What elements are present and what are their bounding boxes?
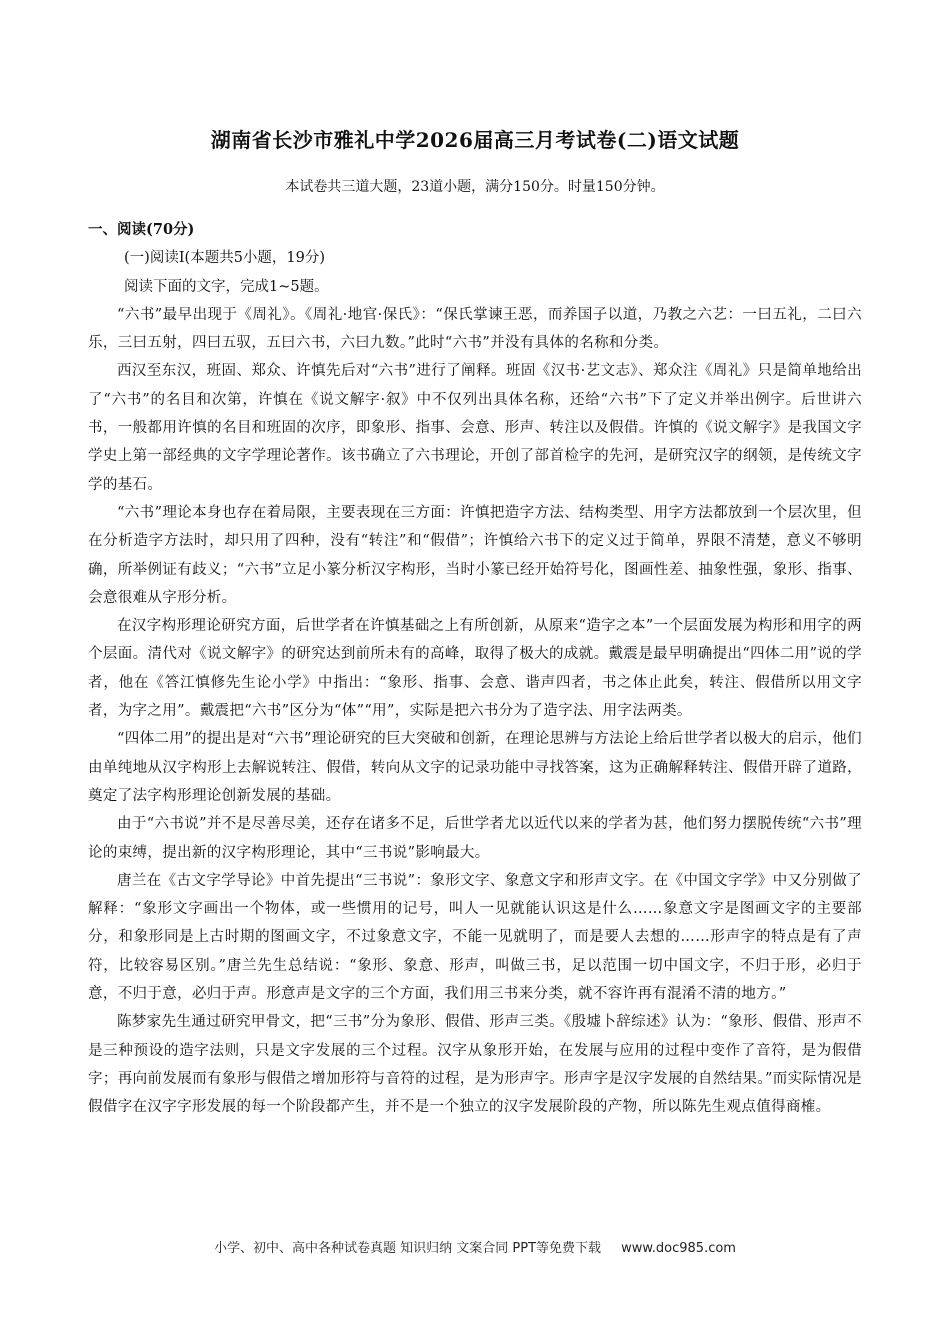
page-footer (0, 1237, 950, 1256)
passage-paragraph: 由于“六书说”并不是尽善尽美，还存在诸多不足，后世学者尤以近代以来的学者为甚，他们努力摆脱传统“六书”理论的束缚，提出新的汉字构形理论，其中“三书说”影响最大。 (88, 816, 862, 861)
section-heading: 一、阅读(70分) (88, 221, 195, 238)
passage-paragraph: 陈梦家先生通过研究甲骨文，把“三书”分为象形、假借、形声三类。《殷墟卜辞综述》认为：“象形、假借、形声不是三种预设的造字法则，只是文字发展的三个过程。汉字从象形开始，在发展与应用的过程中变作了音符，是为假借字；再向前发展而有象形与假借之增加形符与音符的过程，是为形声字。形声字是汉字发展的自然结果。”而实际情况是假借字在汉字字形发展的每一个阶段都产生，并不是一个独立的汉字发展阶段的产物，所以陈先生观点值得商榷。 (88, 1014, 862, 1116)
passage-paragraph: “四体二用”的提出是对“六书”理论研究的巨大突破和创新，在理论思辨与方法论上给后世学者以极大的启示，他们由单纯地从汉字构形上去解说转注、假借，转向从文字的记录功能中寻找答案，这为正确解释转注、假借开辟了道路，奠定了法字构形理论创新发展的基础。 (88, 731, 862, 804)
reading-instruction: 阅读下面的文字，完成1~5题。 (124, 278, 329, 295)
passage-paragraph: 西汉至东汉，班固、郑众、许慎先后对“六书”进行了阐释。班固《汉书·艺文志》、郑众注《周礼》只是简单地给出了“六书”的名目和次第，许慎在《说文解字·叙》中不仅列出具体名称，还给“六书”下了定义并举出例字。后世讲六书，一般都用许慎的名目和班固的次序，即象形、指事、会意、形声、转注以及假借。许慎的《说文解字》是我国文字学史上第一部经典的文字学理论著作。该书确立了六书理论，开创了部首检字的先河，是研究汉字的纲领，是传统文字学的基石。 (88, 363, 862, 493)
sub-section-heading: (一)阅读Ⅰ(本题共5小题，19分) (124, 250, 326, 267)
page-title: 湖南省长沙市雅礼中学2026届高三月考试卷(二)语文试题 (210, 128, 740, 152)
passage-paragraph: 唐兰在《古文字学导论》中首先提出“三书说”：象形文字、象意文字和形声文字。在《中国文字学》中又分别做了解释：“象形文字画出一个物体，或一些惯用的记号，叫人一见就能认识这是什么……象意文字是图画文字的主要部分，和象形同是上古时期的图画文字，不过象意文字，不能一见就明了，而是要人去想的……形声字的特点是有了声符，比较容易区别。”唐兰先生总结说：“象形、象意、形声，叫做三书，足以范围一切中国文字，不归于形，必归于意，不归于意，必归于声。形意声是文字的三个方面，我们用三书来分类，就不容许再有混淆不清的地方。” (88, 872, 862, 1003)
reading-section (88, 216, 862, 1122)
passage-paragraph: “六书”理论本身也存在着局限，主要表现在三方面：许慎把造字方法、结构类型、用字方法都放到一个层次里，但在分析造字方法时，却只用了四种，没有“转注”和“假借”；许慎给六书下的定义过于简单，界限不清楚，意义不够明确，所举例证有歧义；“六书”立足小篆分析汉字构形，当时小篆已经开始符号化，图画性差、抽象性强，象形、指事、会意很难从字形分析。 (88, 504, 862, 606)
passage-paragraph: “六书”最早出现于《周礼》。《周礼·地官·保氏》：“保氏掌谏王恶，而养国子以道，乃教之六艺：一曰五礼，二曰六乐，三曰五射，四曰五驭，五曰六书，六曰九数。”此时“六书”并没有具体的名称和分类。 (88, 306, 862, 352)
exam-info: 本试卷共三道大题，23道小题，满分150分。时量150分钟。 (285, 179, 665, 195)
footer-url[interactable]: www.doc985.com (621, 1241, 736, 1256)
footer-text: 小学、初中、高中各种试卷真题 知识归纳 文案合同 PPT等免费下载 (214, 1241, 602, 1256)
passage-paragraph: 在汉字构形理论研究方面，后世学者在许慎基础之上有所创新，从原来“造字之本”一个层面发展为构形和用字的两个层面。清代对《说文解字》的研究达到前所未有的高峰，取得了极大的成就。戴震是最早明确提出“四体二用”说的学者，他在《答江慎修先生论小学》中指出：“象形、指事、会意、谐声四者，书之体止此矣，转注、假借所以用文字者，为字之用”。戴震把“六书”区分为“体”“用”，实际是把六书分为了造字法、用字法两类。 (88, 618, 862, 720)
